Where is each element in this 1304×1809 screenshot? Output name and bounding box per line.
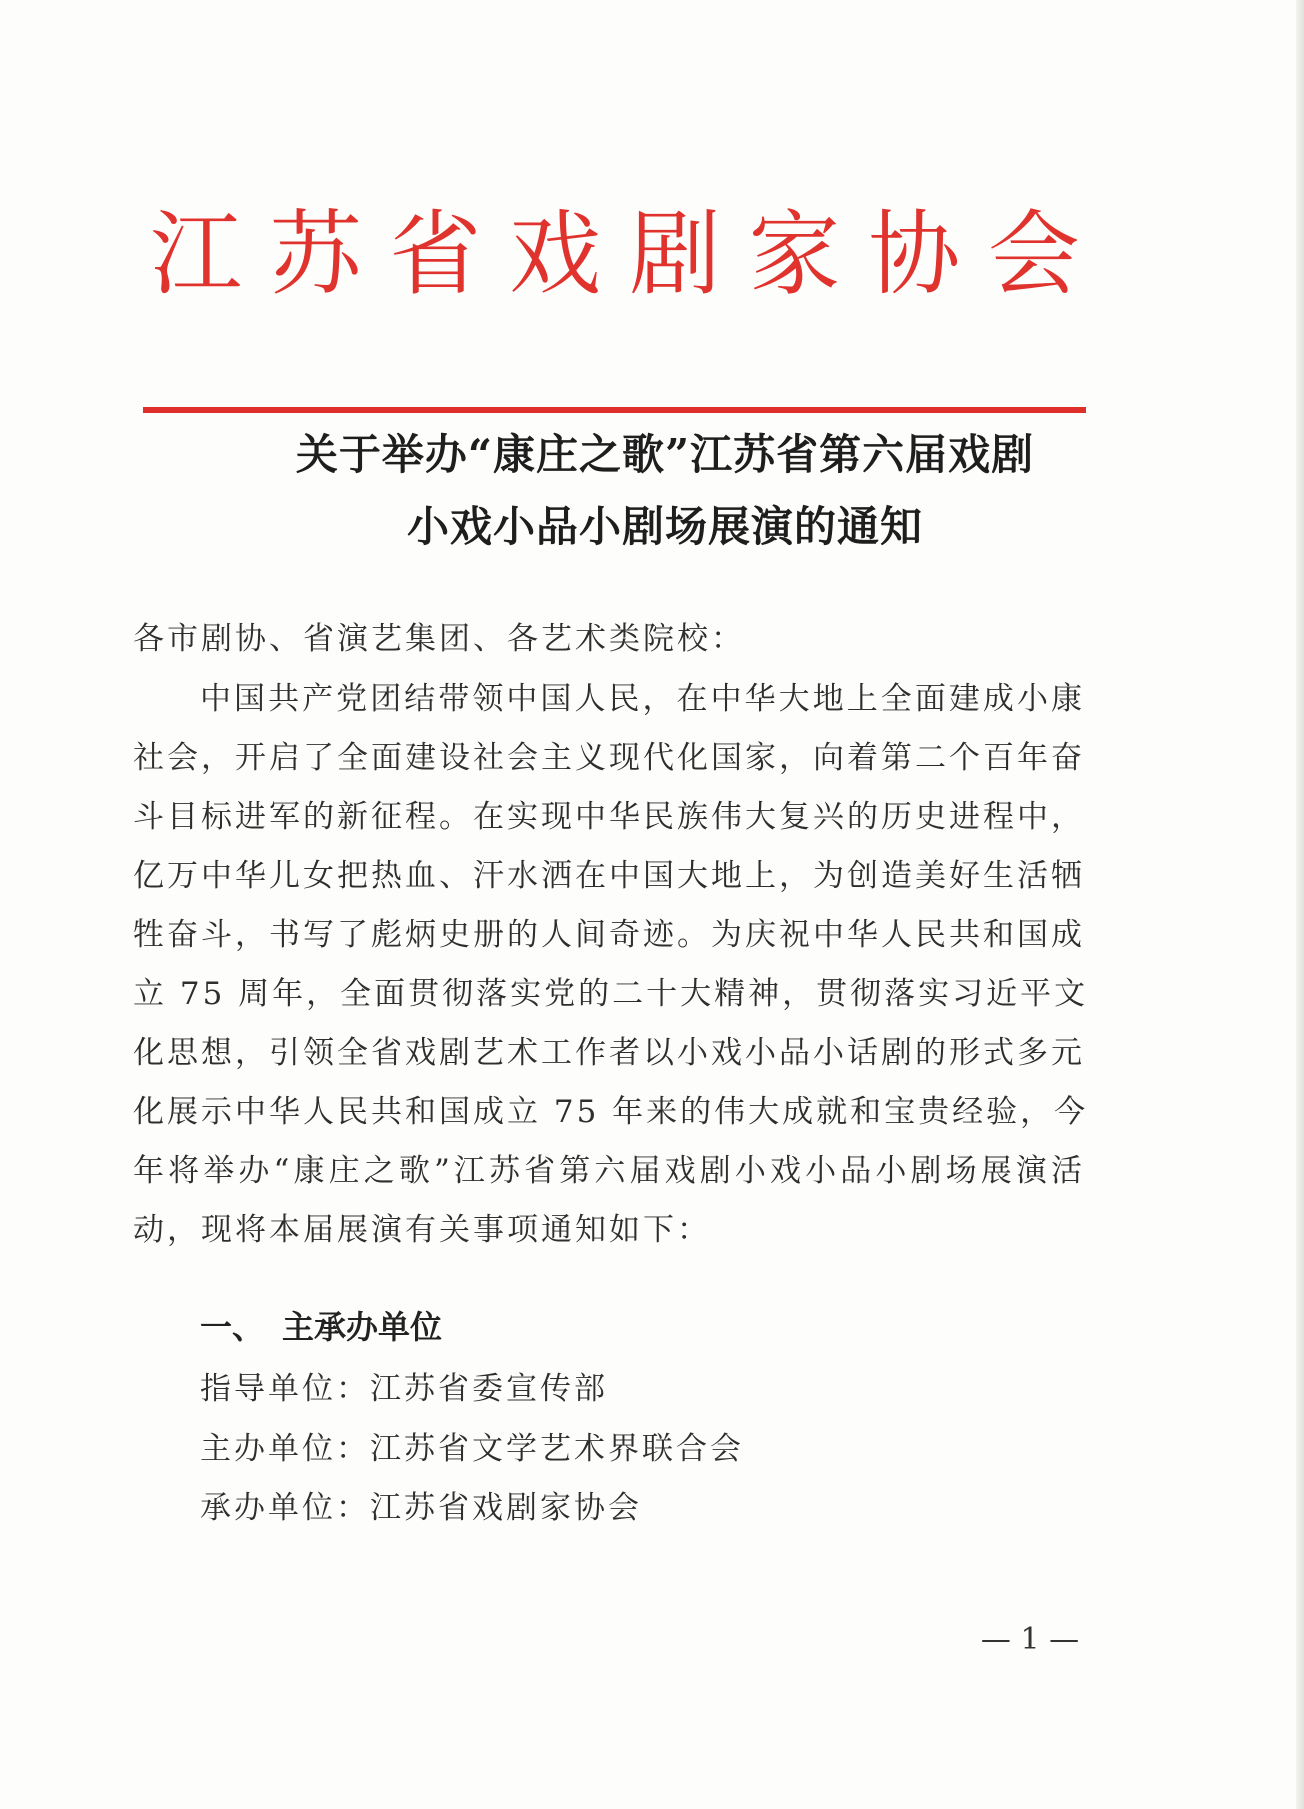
paragraph-line: 斗目标进军的新征程。在实现中华民族伟大复兴的历史进程中，	[133, 799, 1085, 835]
letterhead-char: 戏	[509, 201, 602, 308]
paragraph-line: 化展示中华人民共和国成立 75 年来的伟大成就和宝贵经验，今	[133, 1094, 1089, 1130]
paragraph-line: 化思想，引领全省戏剧艺术工作者以小戏小品小话剧的形式多元	[133, 1035, 1085, 1071]
letterhead-char: 省	[389, 201, 482, 308]
paragraph-line: 立 75 周年，全面贯彻落实党的二十大精神，贯彻落实习近平文	[133, 976, 1089, 1012]
document-title-line-1: 关于举办“康庄之歌”江苏省第六届戏剧	[295, 430, 1035, 479]
letterhead-char: 苏	[269, 201, 362, 308]
letterhead-char: 家	[748, 201, 841, 308]
salutation: 各市剧协、省演艺集团、各艺术类院校：	[133, 621, 745, 657]
letterhead-red-rule	[143, 407, 1086, 413]
document-title-line-2: 小戏小品小剧场展演的通知	[406, 502, 923, 551]
letterhead-char: 剧	[628, 201, 721, 308]
organizer-item: 指导单位：江苏省委宣传部	[200, 1371, 608, 1407]
paragraph-line: 中国共产党团结带领中国人民，在中华大地上全面建成小康	[200, 681, 1085, 717]
section-number: 一、	[200, 1308, 265, 1346]
paragraph-line: 亿万中华儿女把热血、汗水洒在中国大地上，为创造美好生活牺	[133, 858, 1085, 894]
paragraph-line: 牲奋斗，书写了彪炳史册的人间奇迹。为庆祝中华人民共和国成	[133, 917, 1085, 953]
organizer-item: 主办单位：江苏省文学艺术界联合会	[200, 1431, 744, 1467]
page-number: — 1 —	[980, 1622, 1080, 1657]
letterhead-char: 协	[868, 201, 961, 308]
letterhead-char: 江	[150, 201, 243, 308]
page-edge-shadow	[1296, 0, 1304, 1809]
paragraph-line: 年将举办“康庄之歌”江苏省第六届戏剧小戏小品小剧场展演活	[133, 1153, 1085, 1189]
section-title: 主承办单位	[282, 1308, 443, 1346]
section-heading	[200, 1307, 442, 1347]
organizer-item: 承办单位：江苏省戏剧家协会	[200, 1490, 642, 1526]
letterhead-org-name	[150, 200, 1080, 310]
letterhead-char: 会	[987, 201, 1080, 308]
paragraph-line: 社会，开启了全面建设社会主义现代化国家，向着第二个百年奋	[133, 740, 1085, 776]
paragraph-line: 动，现将本届展演有关事项通知如下：	[133, 1212, 711, 1248]
